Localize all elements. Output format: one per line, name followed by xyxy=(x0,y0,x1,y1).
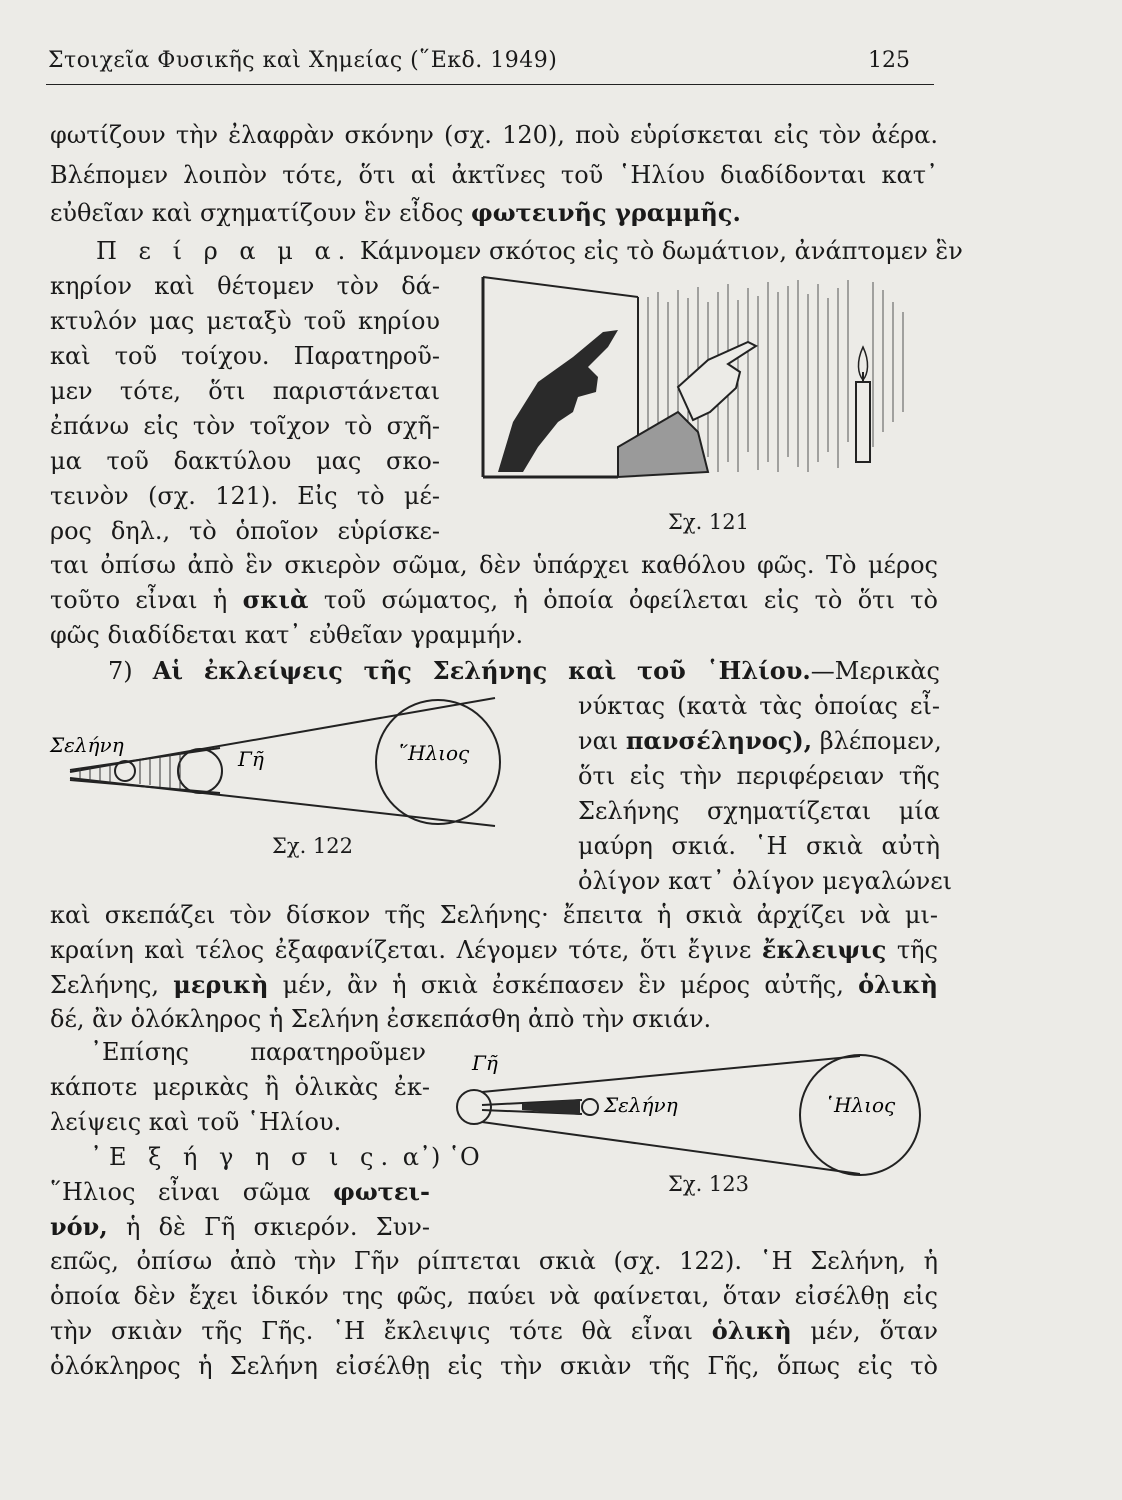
text-line: μα τοῦ δακτύλου μας σκο- xyxy=(50,447,440,475)
text-line: νόν, ἡ δὲ Γῆ σκιερόν. Συν- xyxy=(50,1212,430,1241)
text-line: δέ, ἂν ὁλόκληρος ἡ Σελήνη ἐσκεπάσθη ἀπὸ τὴν σκιάν. xyxy=(50,1005,712,1033)
text-line: κάποτε μερικὰς ἢ ὁλικὰς ἐκ- xyxy=(50,1073,430,1101)
bold-term: σκιὰ xyxy=(242,585,309,614)
figure-121-caption: Σχ. 121 xyxy=(668,510,750,534)
text-line: επῶς, ὀπίσω ἀπὸ τὴν Γῆν ρίπτεται σκιὰ (σχ. 122). ῾Η Σελήνη, ἡ xyxy=(50,1247,938,1275)
pointing-hand-icon xyxy=(678,342,756,420)
text-line: τοῦτο εἶναι ἡ σκιὰ τοῦ σώματος, ἡ ὁποία ὀφείλεται εἰς τὸ ὅτι τὸ xyxy=(50,585,938,614)
page-number: 125 xyxy=(868,48,910,73)
text-line: ὅτι εἰς τὴν περιφέρειαν τῆς xyxy=(578,762,940,790)
figure-121-hand-shadow xyxy=(478,272,918,502)
text-line: κτυλόν μας μεταξὺ τοῦ κηρίου xyxy=(50,307,440,335)
bold-term: πανσέληνος), xyxy=(625,726,813,755)
bold-term: ὁλικὴ xyxy=(858,970,938,999)
text-line: ρος δηλ., τὸ ὁποῖον εὑρίσκε- xyxy=(50,517,440,545)
text-line: ᾿Επίσης παρατηροῦμεν xyxy=(90,1038,426,1066)
text-line: κραίνη καὶ τέλος ἐξαφανίζεται. Λέγομεν τότε, ὅτι ἔγινε ἔκλειψις τῆς xyxy=(50,935,938,964)
text-line: Σελήνης σχηματίζεται μία xyxy=(578,797,940,825)
section-heading: 7) Αἱ ἐκλείψεις τῆς Σελήνης καὶ τοῦ ῾Ηλίου.—Μερικὰς xyxy=(108,656,940,685)
moon-label: Σελήνη xyxy=(604,1093,678,1117)
text-line: νύκτας (κατὰ τὰς ὁποίας εἶ- xyxy=(578,692,940,720)
figure-123-caption: Σχ. 123 xyxy=(668,1172,750,1196)
text-line: λείψεις καὶ τοῦ ῾Ηλίου. xyxy=(50,1108,342,1136)
bold-term: φωτει- xyxy=(333,1177,430,1206)
text-line: καὶ σκεπάζει τὸν δίσκον τῆς Σελήνης· ἔπειτα ἡ σκιὰ ἀρχίζει νὰ μι- xyxy=(50,901,938,929)
sleeve-cuff xyxy=(618,412,708,477)
earth-label: Γῆ xyxy=(238,747,264,771)
moon-circle xyxy=(115,761,135,781)
sun-label: ῞Ηλιος xyxy=(398,741,470,765)
moon-label: Σελήνη xyxy=(50,733,124,757)
text-line: ῞Ηλιος εἶναι σῶμα φωτει- xyxy=(50,1177,430,1206)
bold-term: νόν, xyxy=(50,1212,108,1241)
candle-icon xyxy=(856,347,870,462)
text-line: Π ε ί ρ α μ α. Κάμνομεν σκότος εἰς τὸ δωμάτιον, ἀνάπτομεν ἓν xyxy=(96,237,963,265)
sun-label: ῾Ηλιος xyxy=(824,1093,896,1117)
text-line: ὁλόκληρος ἡ Σελήνη εἰσέλθῃ εἰς τὴν σκιὰν τῆς Γῆς, ὅπως εἰς τὸ xyxy=(50,1352,938,1380)
earth-circle xyxy=(457,1090,491,1124)
spaced-heading: ᾿Ε ξ ή γ η σ ι ς. xyxy=(90,1143,396,1171)
figure-122-caption: Σχ. 122 xyxy=(272,834,354,858)
text-line: εὐθεῖαν καὶ σχηματίζουν ἓν εἶδος φωτεινῆς γραμμῆς. xyxy=(50,198,741,227)
earth-circle xyxy=(178,749,222,793)
bold-term: ὁλικὴ xyxy=(711,1316,792,1345)
text-line: καὶ τοῦ τοίχου. Παρατηροῦ- xyxy=(50,342,440,370)
text-line: ναι πανσέληνος), βλέπομεν, xyxy=(578,726,942,755)
figure-123-solar-eclipse xyxy=(452,1050,922,1180)
text-line: ται ὀπίσω ἀπὸ ἓν σκιερὸν σῶμα, δὲν ὑπάρχει καθόλου φῶς. Τὸ μέρος xyxy=(50,551,938,579)
text-line: ᾿Ε ξ ή γ η σ ι ς. α᾿) ῾Ο xyxy=(90,1143,480,1171)
text-line: φωτίζουν τὴν ἐλαφρὰν σκόνην (σχ. 120), ποὺ εὑρίσκεται εἰς τὸν ἀέρα. xyxy=(50,121,938,149)
spaced-heading: Π ε ί ρ α μ α. xyxy=(96,237,353,265)
text-line: τεινὸν (σχ. 121). Εἰς τὸ μέ- xyxy=(50,482,440,510)
header-rule xyxy=(46,84,934,85)
text-line: μεν τότε, ὅτι παριστάνεται xyxy=(50,377,440,405)
moon-circle xyxy=(582,1099,598,1115)
bold-term: ἔκλειψις xyxy=(761,935,887,964)
figure-122-lunar-eclipse xyxy=(50,690,570,830)
text-line: ὀλίγον κατ᾿ ὀλίγον μεγαλώνει xyxy=(578,867,953,895)
earth-label: Γῆ xyxy=(472,1051,498,1075)
bold-term: μερικὴ xyxy=(173,970,269,999)
bold-term: φωτεινῆς γραμμῆς. xyxy=(470,198,741,227)
text-line: ὁποία δὲν ἔχει ἰδικόν της φῶς, παύει νὰ φαίνεται, ὅταν εἰσέλθῃ εἰς xyxy=(50,1282,938,1310)
text-line: φῶς διαδίδεται κατ᾿ εὐθεῖαν γραμμήν. xyxy=(50,621,524,649)
hand-shadow-icon xyxy=(498,330,618,472)
text-line: μαύρη σκιά. ῾Η σκιὰ αὐτὴ xyxy=(578,832,940,860)
text-line: Σελήνης, μερικὴ μέν, ἂν ἡ σκιὰ ἐσκέπασεν ἓν μέρος αὐτῆς, ὁλικὴ xyxy=(50,970,938,999)
text-line: τὴν σκιὰν τῆς Γῆς. ῾Η ἔκλειψις τότε θὰ εἶναι ὁλικὴ μέν, ὅταν xyxy=(50,1316,938,1345)
text-line: κηρίον καὶ θέτομεν τὸν δά- xyxy=(50,272,440,300)
text-line: ἐπάνω εἰς τὸν τοῖχον τὸ σχῆ- xyxy=(50,412,440,440)
section-title: Αἱ ἐκλείψεις τῆς Σελήνης καὶ τοῦ ῾Ηλίου. xyxy=(152,656,811,685)
text-line: Βλέπομεν λοιπὸν τότε, ὅτι αἱ ἀκτῖνες τοῦ ῾Ηλίου διαδίδονται κατ᾿ xyxy=(50,161,938,189)
running-header: Στοιχεῖα Φυσικῆς καὶ Χημείας (῞Εκδ. 1949) xyxy=(48,48,558,73)
